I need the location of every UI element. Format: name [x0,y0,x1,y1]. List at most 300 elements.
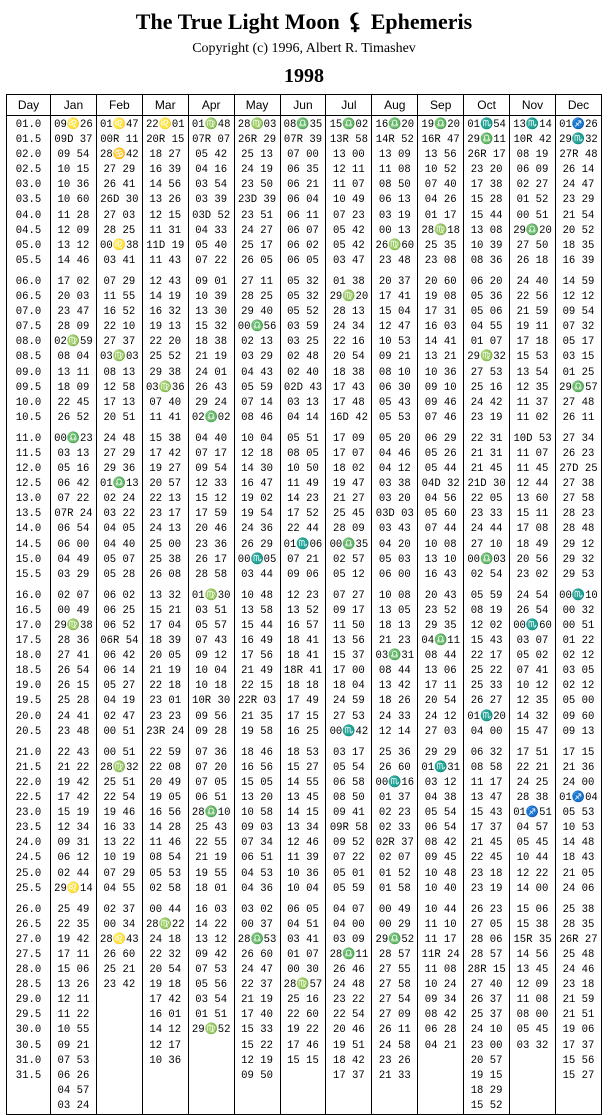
value-cell: 05 53 [149,867,182,880]
value-cell: 10 15 [57,164,90,177]
value-cell: 27 41 [57,650,90,663]
value-cell: 29♎57 [559,381,598,394]
value-cell: 18 27 [149,149,182,162]
value-cell: 03 13 [57,447,90,460]
value-cell: 06 12 [57,852,90,865]
value-cell: 09R 58 [329,822,368,835]
value-cell: 03 07 [516,635,549,648]
row-group [556,432,601,583]
value-cell: 08 46 [241,411,273,424]
value-cell: 09D 37 [54,134,93,147]
value-cell: 11R 24 [421,948,460,961]
value-cell: 09 31 [57,837,90,850]
value-cell: 01♐04 [559,792,598,805]
value-cell: 03 12 [424,776,457,789]
value-cell: 03♍03 [100,351,139,364]
value-cell: 01 52 [378,867,411,880]
value-cell: 14 56 [149,179,182,192]
value-cell: 05 32 [287,275,319,288]
value-cell: 17.0 [15,620,42,632]
value-cell: 05 53 [562,807,595,820]
value-cell: 17 37 [332,1069,365,1082]
value-cell [97,1023,142,1038]
value-cell: 23 42 [103,979,136,992]
value-cell: 01♌47 [100,119,139,131]
value-cell: 09 06 [287,568,319,581]
value-cell: 06 09 [516,164,549,177]
value-cell: 20 57 [149,478,182,491]
value-cell: 09 10 [424,381,457,394]
value-cell [97,1008,142,1023]
value-cell: 02.0 [15,149,42,162]
value-cell: 21 31 [470,447,503,460]
row-group [143,432,188,583]
value-cell: 08.0 [15,336,42,349]
value-cell: 16 56 [241,761,273,774]
value-cell: 17 38 [470,179,503,192]
value-cell: 10 08 [378,589,411,602]
value-cell: 01♏54 [467,119,506,131]
value-cell: 05 02 [516,650,549,663]
row-group [281,903,326,1084]
value-cell: 06 42 [57,478,90,491]
row-group [464,432,509,583]
value-cell: 18.5 [15,665,42,678]
value-cell: 24 18 [149,933,182,946]
value-cell: 18 02 [332,463,365,476]
value-cell: 29♎11 [467,134,506,147]
value-cell: 07 22 [195,254,228,267]
value-cell: 03 44 [241,568,273,581]
value-cell: 29 35 [424,620,457,632]
value-cell: 15 27 [562,1069,595,1082]
value-cell: 00 49 [57,604,90,617]
value-cell: 04 56 [424,493,457,506]
value-cell: 25 49 [57,903,90,916]
value-cell: 02 23 [378,807,411,820]
value-cell: 20 49 [149,776,182,789]
value-cell: 10 40 [424,882,457,895]
value-cell: 20 60 [424,275,457,288]
value-cell: 10 48 [241,589,273,602]
value-cell: 06 30 [378,381,411,394]
value-cell: 17 42 [149,447,182,460]
value-cell: 24 12 [424,710,457,723]
value-cell: 04 40 [195,432,228,445]
value-cell: 23 36 [195,538,228,551]
row-group [97,432,142,583]
value-cell: 05 56 [195,979,228,992]
value-cell: 25 36 [378,746,411,759]
value-cell: 00♏60 [513,620,552,632]
value-cell: 28♍03 [237,119,277,131]
value-cell: 11 46 [149,837,182,850]
value-cell: 31.0 [15,1054,42,1067]
value-cell: 16 01 [149,1009,182,1022]
value-cell: 22 16 [332,336,365,349]
value-cell: 23 08 [424,254,457,267]
value-cell: 15 11 [516,508,549,521]
column-header-sep: Sep [418,95,464,116]
value-cell: 21 54 [562,209,595,222]
value-cell: 06 25 [103,604,136,617]
value-cell: 23R 24 [146,725,185,738]
value-cell: 07.0 [15,306,42,319]
value-cell: 06 11 [287,209,319,222]
value-cell: 12 46 [287,837,319,850]
value-cell: 22 13 [149,493,182,506]
value-cell: 06 54 [424,822,457,835]
column-header-aug: Aug [372,95,418,116]
value-cell: 17 43 [332,381,365,394]
value-cell: 27R 48 [559,149,598,162]
column-header-nov: Nov [510,95,556,116]
row-group [510,275,555,426]
value-cell: 11 08 [424,964,457,977]
value-cell: 20 46 [332,1024,365,1037]
value-cell: 13 12 [57,239,90,252]
value-cell: 09 17 [332,604,365,617]
value-cell: 05 28 [103,568,136,581]
value-cell: 25 13 [241,149,273,162]
value-cell [97,993,142,1008]
row-group [143,118,188,269]
value-cell: 09 45 [424,852,457,865]
value-cell: 13 26 [57,979,90,992]
value-cell: 25 00 [149,538,182,551]
value-cell: 28♍22 [145,918,185,931]
value-cell: 21 05 [562,867,595,880]
column-header-dec: Dec [555,95,601,116]
value-cell: 13 06 [424,665,457,678]
value-cell: 29 29 [424,746,457,759]
value-cell: 05 45 [516,837,549,850]
row-group [510,432,555,583]
value-cell: 28 48 [562,523,595,536]
value-cell: 03 43 [378,523,411,536]
value-cell: 03 59 [287,321,319,334]
value-cell: 06 20 [470,275,503,288]
value-cell: 29♌14 [54,882,93,895]
value-cell: 12 23 [287,589,319,602]
value-cell: 10D 53 [513,432,552,445]
value-cell: 10 36 [149,1054,182,1067]
value-cell: 24 10 [470,1024,503,1037]
title-text-2: Ephemeris [370,9,473,34]
value-cell: 07 40 [149,396,182,409]
value-cell: 26 14 [562,164,595,177]
month-column-sep [418,116,464,1115]
value-cell: 27.5 [15,948,42,961]
value-cell: 15 53 [516,351,549,364]
value-cell: 04 36 [241,882,273,895]
value-cell: 29 38 [149,366,182,379]
value-cell: 28♌43 [100,933,139,946]
value-cell: 28♎53 [237,933,277,946]
value-cell: 08 36 [470,254,503,267]
value-cell: 01 07 [470,336,503,349]
row-group [51,118,96,269]
value-cell: 17 11 [424,680,457,693]
month-column-nov [510,116,556,1115]
value-cell: 27D 25 [559,463,598,476]
value-cell: 10 49 [332,194,365,207]
value-cell: 19 55 [195,867,228,880]
value-cell: 07 44 [424,523,457,536]
value-cell: 09 28 [195,725,228,738]
value-cell: 18 01 [195,882,228,895]
value-cell: 17 46 [287,1039,319,1052]
value-cell: 13 09 [378,149,411,162]
value-cell: 24 41 [57,710,90,723]
value-cell: 28.5 [15,979,42,992]
value-cell: 14.0 [15,523,42,536]
row-group [189,589,234,740]
value-cell: 09 03 [241,822,273,835]
value-cell: 28 09 [332,523,365,536]
value-cell: 17 15 [287,710,319,723]
value-cell: 16 49 [241,635,273,648]
value-cell: 04 00 [332,918,365,931]
value-cell: 17 41 [378,291,411,304]
row-group [464,275,509,426]
value-cell: 25 28 [57,695,90,708]
value-cell: 27 54 [378,994,411,1007]
value-cell: 26 23 [470,903,503,916]
value-cell: 05 53 [378,411,411,424]
column-header-jan: Jan [51,95,97,116]
value-cell: 02♍59 [54,336,93,349]
row-group [510,118,555,269]
value-cell: 04 12 [378,463,411,476]
column-header-day: Day [7,95,51,116]
value-cell: 23 50 [241,179,273,192]
row-group [326,903,371,1084]
value-cell: 03 05 [562,665,595,678]
value-cell: 24 36 [241,523,273,536]
value-cell: 10 52 [424,164,457,177]
value-cell: 08 10 [378,366,411,379]
value-cell: 15 37 [332,650,365,663]
row-group [235,118,280,269]
month-column-may [234,116,280,1115]
value-cell: 08♎35 [283,119,323,131]
value-cell: 15 19 [57,807,90,820]
value-cell: 26♍60 [375,239,415,252]
value-cell: 17 09 [332,432,365,445]
day-column [7,116,51,1115]
value-cell: 20 46 [195,523,228,536]
value-cell: 14 23 [287,493,319,506]
value-cell: 14 46 [57,254,90,267]
value-cell: 10 04 [241,432,273,445]
row-group [556,589,601,740]
value-cell: 15♎02 [329,119,369,131]
value-cell: 23 47 [57,306,90,319]
value-cell: 11 08 [516,994,549,1007]
value-cell: 00 49 [378,903,411,916]
value-cell: 16 25 [287,725,319,738]
value-cell [510,1054,555,1069]
value-cell: 00♌38 [100,239,139,252]
value-cell: 15 05 [241,776,273,789]
value-cell: 29 24 [195,396,228,409]
value-cell: 00 29 [378,918,411,931]
value-cell: 25 38 [149,553,182,566]
value-cell: 22 44 [287,523,319,536]
value-cell: 04 05 [103,523,136,536]
value-cell: 15 56 [562,1054,595,1067]
value-cell: 11 07 [516,447,549,460]
value-cell: 17 56 [241,650,273,663]
value-cell: 26 05 [241,254,273,267]
row-group [51,903,96,1114]
value-cell: 19 02 [241,493,273,506]
row-group [7,432,50,583]
row-group [235,275,280,426]
value-cell: 07 53 [57,1054,90,1067]
value-cell: 04 43 [241,366,273,379]
value-cell: 11 45 [516,463,549,476]
value-cell: 12 12 [562,291,595,304]
value-cell: 00 30 [287,964,319,977]
value-cell: 11 17 [424,933,457,946]
value-cell: 25 17 [241,239,273,252]
value-cell: 05 57 [195,620,228,632]
value-cell: 21 33 [378,1069,411,1082]
value-cell: 28♍18 [421,224,461,237]
copyright-notice: Copyright (c) 1996, Albert R. Timashev [192,41,416,56]
value-cell: 06 00 [378,568,411,581]
value-cell: 17 13 [103,396,136,409]
value-cell: 14 56 [516,948,549,961]
month-column-dec [555,116,601,1115]
value-cell: 01 25 [562,366,595,379]
value-cell: 13 58 [241,604,273,617]
value-cell: 05 16 [57,463,90,476]
value-cell: 16 39 [562,254,595,267]
value-cell: 16D 42 [329,411,368,424]
column-header-apr: Apr [188,95,234,116]
value-cell: 06 54 [57,523,90,536]
value-cell: 23 52 [424,604,457,617]
value-cell: 17 37 [470,822,503,835]
row-group [372,275,417,426]
value-cell: 02 44 [57,867,90,880]
value-cell: 07 22 [332,852,365,865]
value-cell: 26R 27 [559,933,598,946]
value-cell: 29 12 [562,538,595,551]
value-cell: 12 17 [149,1039,182,1052]
value-cell: 24 19 [241,164,273,177]
value-cell: 13 42 [378,680,411,693]
value-cell: 02 12 [562,650,595,663]
value-cell: 07 43 [195,635,228,648]
value-cell: 20 43 [424,589,457,602]
value-cell: 25 16 [470,381,503,394]
value-cell: 03 22 [103,508,136,521]
value-cell: 16R 47 [421,134,460,147]
value-cell: 24 42 [470,396,503,409]
value-cell: 20 52 [562,224,595,237]
value-cell: 23 22 [332,994,365,1007]
value-cell: 00♏16 [375,776,415,789]
value-cell: 19 06 [562,1024,595,1037]
row-group [418,903,463,1084]
value-cell: 29♍32 [467,351,506,364]
value-cell: 00 32 [562,604,595,617]
value-cell: 10.0 [15,396,42,409]
value-cell: 12 58 [103,381,136,394]
value-cell: 12 11 [57,994,90,1007]
value-cell: 00 51 [516,209,549,222]
value-cell: 22 54 [103,792,136,805]
value-cell: 15 28 [470,194,503,207]
value-cell: 11 28 [57,209,90,222]
value-cell: 17 42 [149,994,182,1007]
value-cell: 18 38 [332,366,365,379]
value-cell: 04 20 [378,538,411,551]
value-cell: 29.0 [15,994,42,1007]
value-cell: 20 05 [149,650,182,663]
value-cell: 27 53 [332,710,365,723]
value-cell: 05 27 [103,680,136,693]
value-cell: 17 00 [332,665,365,678]
value-cell: 08 13 [103,366,136,379]
value-cell: 26R 17 [467,149,506,162]
value-cell: 27 34 [562,432,595,445]
value-cell: 10 04 [287,882,319,895]
row-group [143,589,188,740]
value-cell: 19 15 [470,1069,503,1082]
value-cell: 07 14 [241,396,273,409]
value-cell: 05 42 [195,149,228,162]
value-cell: 03 24 [57,1099,90,1112]
value-cell: 18 38 [195,336,228,349]
value-cell: 09 34 [424,994,457,1007]
value-cell: 16 39 [149,164,182,177]
value-cell: 20.5 [15,725,42,738]
value-cell: 22R 03 [238,695,277,708]
value-cell: 13 47 [470,792,503,805]
row-group [372,589,417,740]
value-cell: 13 32 [149,589,182,602]
value-cell: 03 25 [287,336,319,349]
value-cell: 09 13 [562,725,595,738]
value-cell: 12 34 [57,822,90,835]
value-cell: 19.0 [15,680,42,693]
value-cell: 20 56 [516,553,549,566]
value-cell: 17 51 [516,746,549,759]
row-group [7,746,50,897]
value-cell: 00♎35 [329,538,369,551]
value-cell: 27 58 [562,493,595,506]
row-group [51,432,96,583]
value-cell: 08 44 [378,665,411,678]
value-cell: 23 18 [562,979,595,992]
value-cell: 09.5 [15,381,42,394]
row-group [143,275,188,426]
value-cell: 23 19 [470,882,503,895]
value-cell: 26 54 [516,604,549,617]
value-cell: 20.0 [15,710,42,723]
value-cell: 10 39 [195,291,228,304]
value-cell: 03 54 [195,179,228,192]
value-cell: 22♌01 [145,119,185,131]
value-cell: 23 33 [470,508,503,521]
value-cell: 22 10 [103,321,136,334]
value-cell: 23 18 [470,867,503,880]
